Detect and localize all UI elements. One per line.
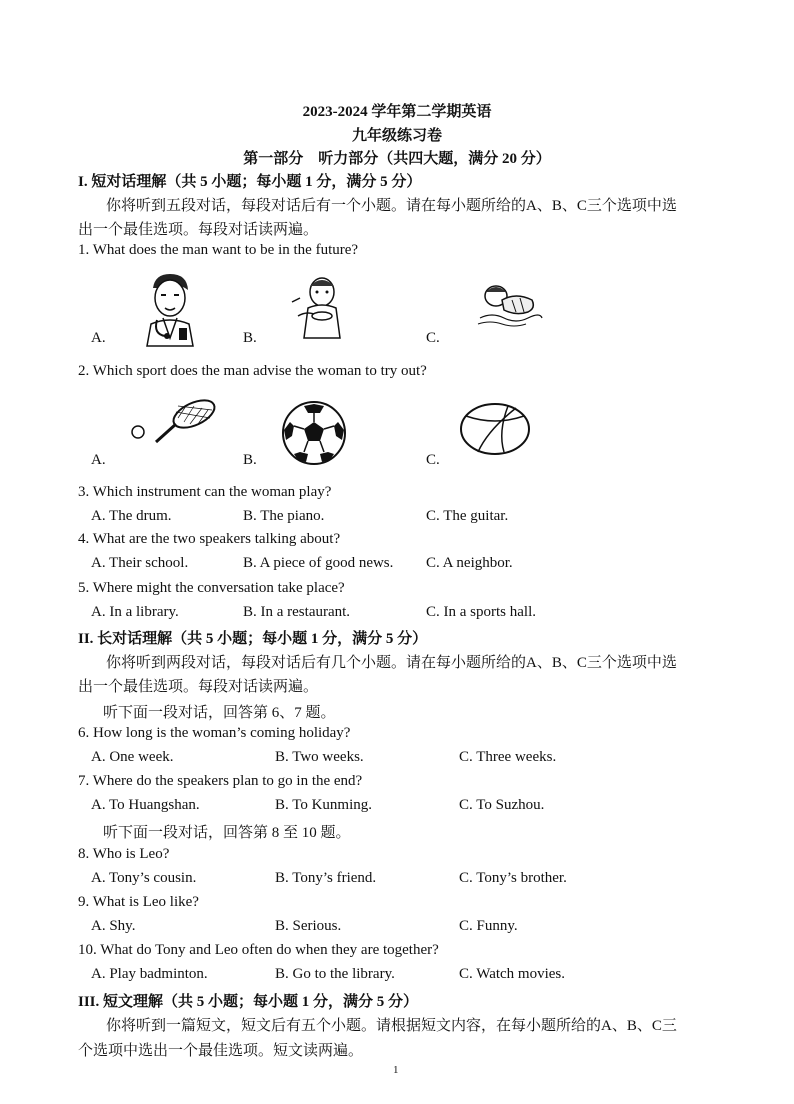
basketball-icon — [458, 402, 532, 456]
section-1-instruction-line-1: 你将听到五段对话，每段对话后有一个小题。请在每小题所给的A、B、C三个选项中选 — [106, 198, 677, 214]
question-3-option-b: B. The piano. — [243, 508, 325, 524]
doctor-with-stethoscope-icon — [135, 268, 205, 348]
question-7-option-a: A. To Huangshan. — [91, 797, 200, 813]
question-10-option-a: A. Play badminton. — [91, 966, 208, 982]
question-1-option-c: C. — [426, 330, 440, 346]
question-7-option-c: C. To Suzhou. — [459, 797, 545, 813]
section-3-instruction-line-2: 个选项中选出一个最佳选项。短文读两遍。 — [78, 1043, 364, 1059]
question-3: 3. Which instrument can the woman play? — [78, 484, 332, 500]
question-2-option-c: C. — [426, 452, 440, 468]
question-5: 5. Where might the conversation take place? — [78, 580, 345, 596]
question-9-option-b: B. Serious. — [275, 918, 342, 934]
question-7: 7. Where do the speakers plan to go in the end? — [78, 773, 363, 789]
question-1-option-b: B. — [243, 330, 257, 346]
section-1-title: I. 短对话理解（共 5 小题；每小题 1 分，满分 5 分） — [78, 174, 422, 190]
page-number: 1 — [393, 1064, 399, 1076]
swimmer-icon — [472, 278, 544, 332]
question-2: 2. Which sport does the man advise the woman to try out? — [78, 363, 427, 379]
question-3-option-a: A. The drum. — [91, 508, 172, 524]
question-8-option-c: C. Tony’s brother. — [459, 870, 567, 886]
question-8: 8. Who is Leo? — [78, 846, 170, 862]
question-4: 4. What are the two speakers talking about? — [78, 531, 341, 547]
exam-title-grade: 九年级练习卷 — [351, 128, 442, 144]
question-5-option-a: A. In a library. — [91, 604, 179, 620]
question-5-option-b: B. In a restaurant. — [243, 604, 351, 620]
part-title: 第一部分 听力部分（共四大题，满分 20 分） — [243, 151, 551, 167]
exam-title-year: 2023-2024 学年第二学期英语 — [302, 104, 492, 120]
section-2-subinstruction-1: 听下面一段对话，回答第 6、7 题。 — [103, 705, 336, 721]
section-3-instruction-line-1: 你将听到一篇短文，短文后有五个小题。请根据短文内容，在每小题所给的A、B、C三 — [106, 1018, 677, 1034]
question-2-option-a: A. — [91, 452, 106, 468]
question-10-option-b: B. Go to the library. — [275, 966, 395, 982]
question-4-option-a: A. Their school. — [91, 555, 189, 571]
question-8-option-b: B. Tony’s friend. — [275, 870, 377, 886]
tennis-racket-and-ball-icon — [128, 398, 220, 446]
question-8-option-a: A. Tony’s cousin. — [91, 870, 197, 886]
question-2-option-b: B. — [243, 452, 257, 468]
question-4-option-c: C. A neighbor. — [426, 555, 513, 571]
section-2-instruction-line-1: 你将听到两段对话，每段对话后有几个小题。请在每小题所给的A、B、C三个选项中选 — [106, 655, 677, 671]
soccer-ball-icon — [280, 400, 348, 466]
question-6-option-c: C. Three weeks. — [459, 749, 557, 765]
question-3-option-c: C. The guitar. — [426, 508, 509, 524]
section-1-instruction-line-2: 出一个最佳选项。每段对话读两遍。 — [78, 222, 319, 238]
section-2-title: II. 长对话理解（共 5 小题；每小题 1 分，满分 5 分） — [78, 631, 428, 647]
question-1-option-a: A. — [91, 330, 106, 346]
question-7-option-b: B. To Kunming. — [275, 797, 373, 813]
question-1: 1. What does the man want to be in the future? — [78, 242, 359, 258]
cook-tasting-food-icon — [288, 272, 356, 340]
question-6: 6. How long is the woman’s coming holiday? — [78, 725, 351, 741]
question-10-option-c: C. Watch movies. — [459, 966, 566, 982]
question-6-option-b: B. Two weeks. — [275, 749, 364, 765]
section-2-subinstruction-2: 听下面一段对话，回答第 8 至 10 题。 — [103, 825, 351, 841]
question-10: 10. What do Tony and Leo often do when they are together? — [78, 942, 439, 958]
section-3-title: III. 短文理解（共 5 小题；每小题 1 分，满分 5 分） — [78, 994, 419, 1010]
question-9: 9. What is Leo like? — [78, 894, 199, 910]
question-5-option-c: C. In a sports hall. — [426, 604, 536, 620]
question-4-option-b: B. A piece of good news. — [243, 555, 394, 571]
question-9-option-a: A. Shy. — [91, 918, 136, 934]
question-6-option-a: A. One week. — [91, 749, 174, 765]
section-2-instruction-line-2: 出一个最佳选项。每段对话读两遍。 — [78, 679, 319, 695]
question-9-option-c: C. Funny. — [459, 918, 518, 934]
